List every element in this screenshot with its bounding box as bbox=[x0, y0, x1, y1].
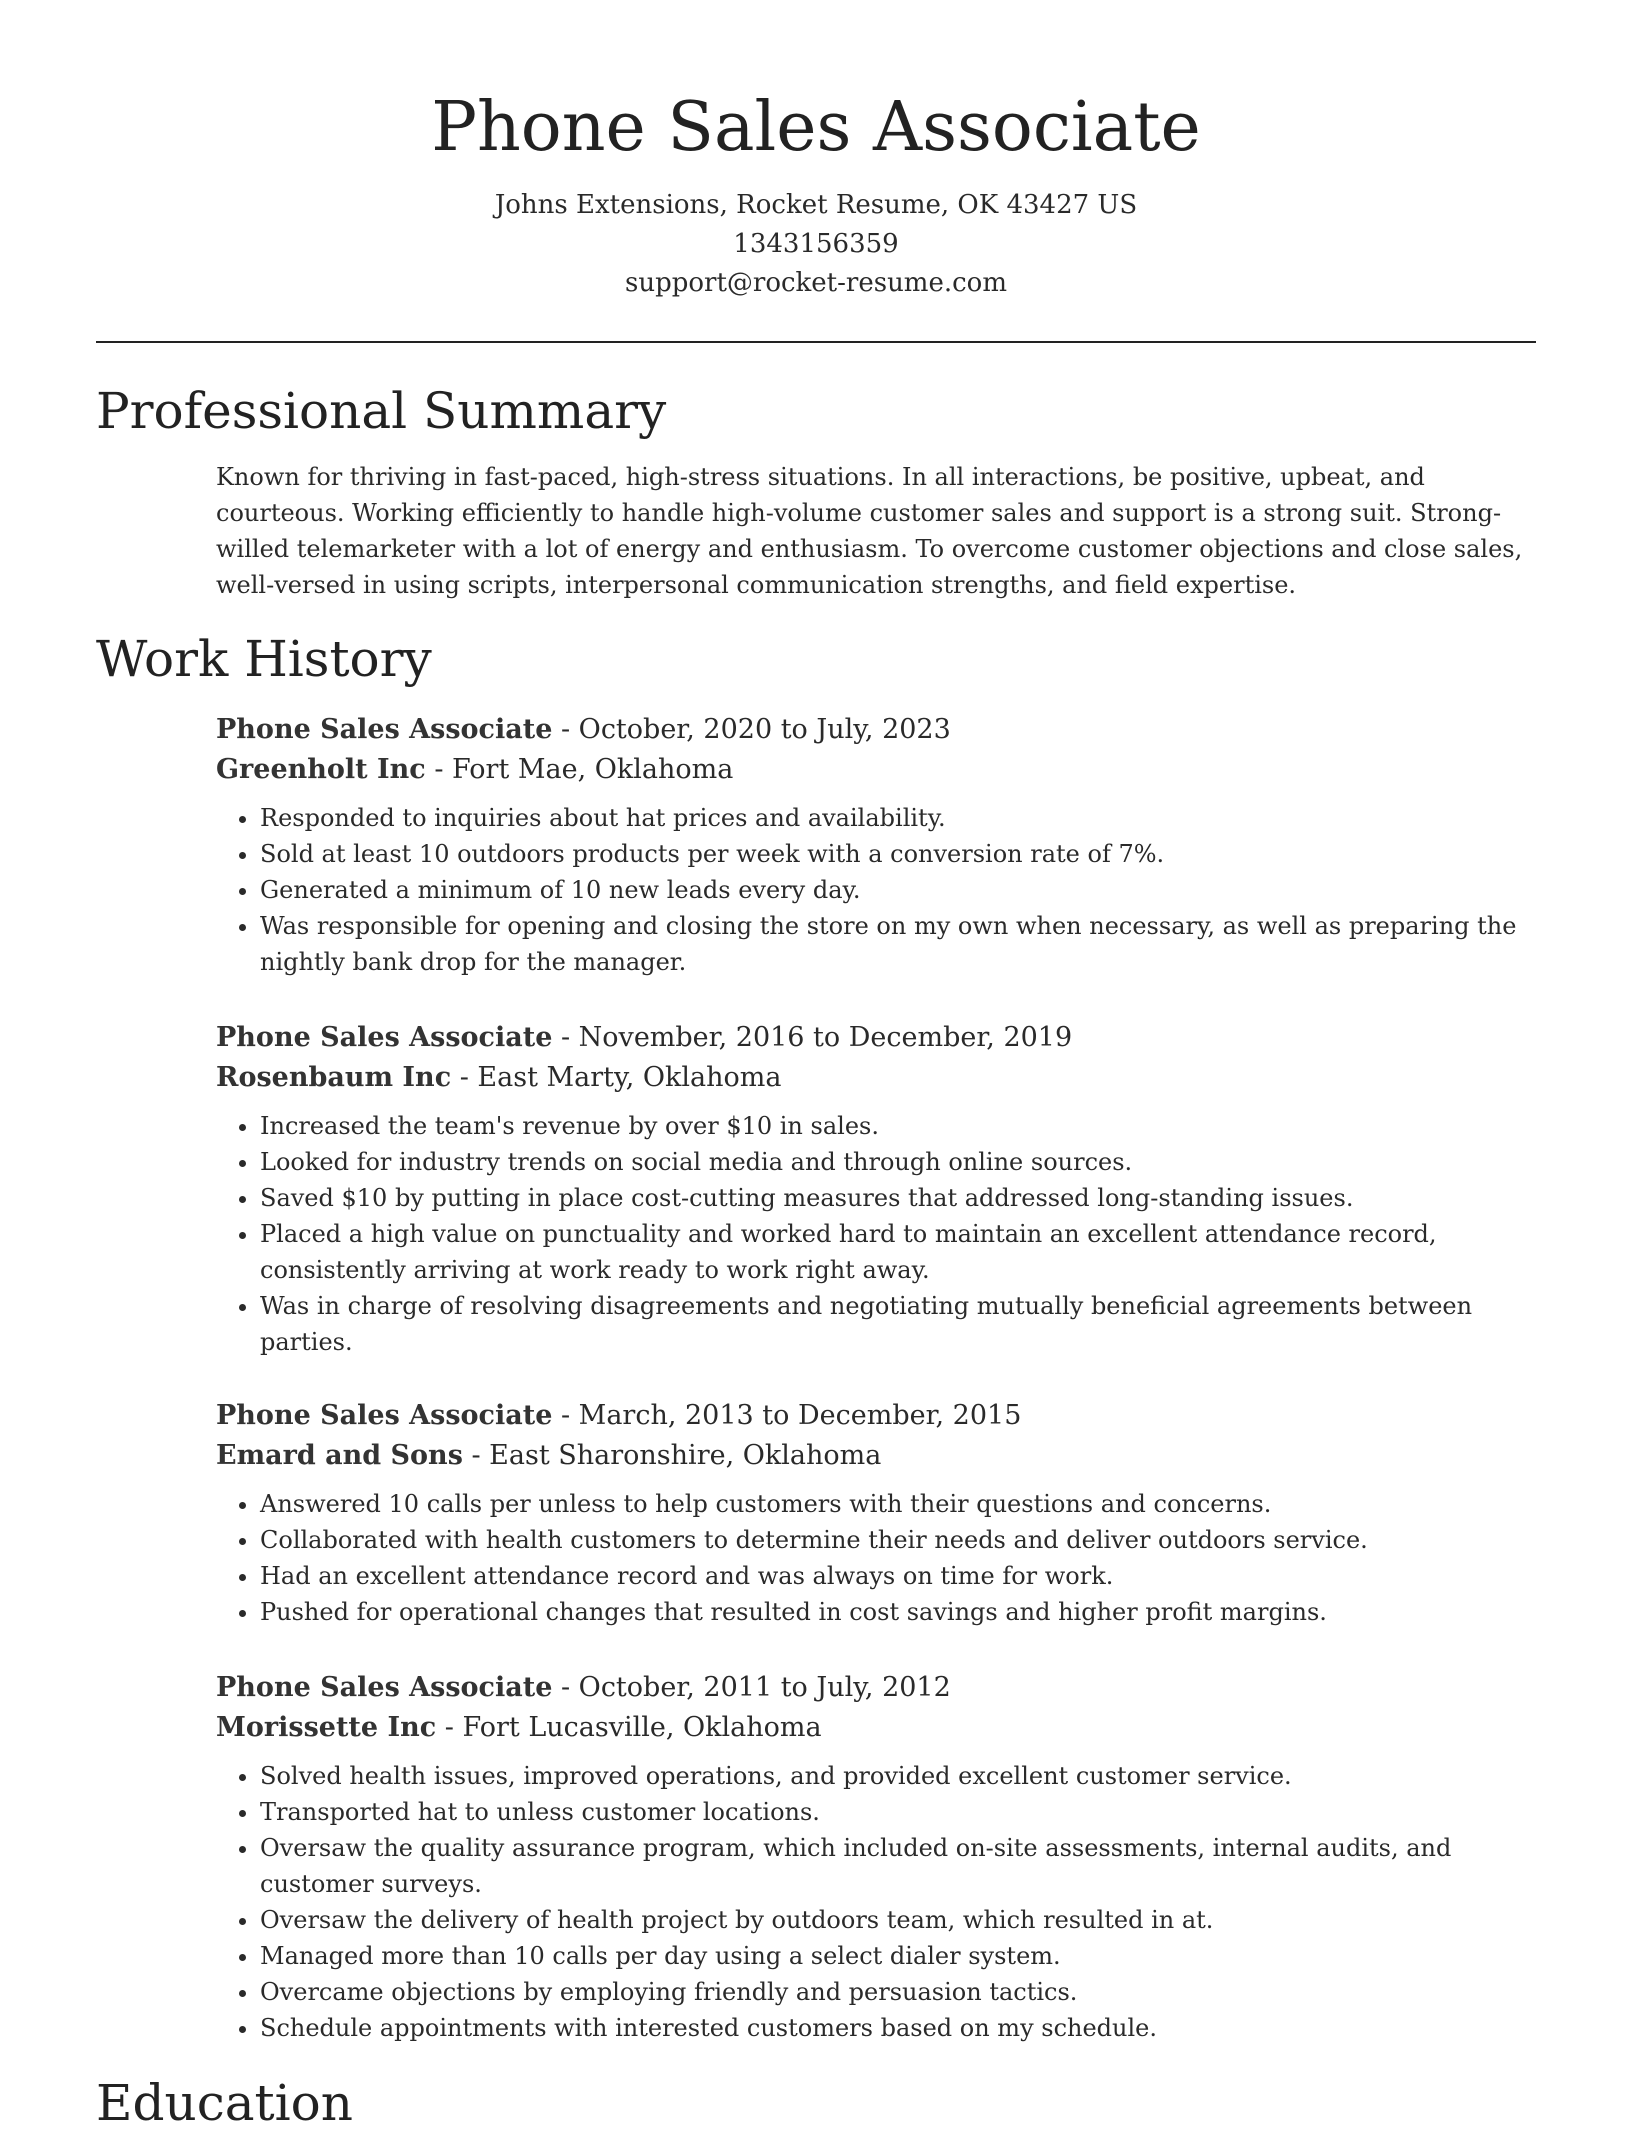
job-entry bbox=[216, 1018, 1536, 1360]
list-item: • Was in charge of resolving disagreements and negotiating mutually beneficial agreements between parties. bbox=[260, 1288, 1536, 1360]
job-company: Rosenbaum Inc bbox=[216, 1062, 452, 1093]
page-title: Phone Sales Associate bbox=[431, 88, 1201, 167]
job-company: Greenholt Inc bbox=[216, 754, 426, 785]
list-item: • Responded to inquiries about hat prices and availability. bbox=[260, 800, 1536, 836]
job-dates: - March, 2013 to December, 2015 bbox=[552, 1400, 1022, 1431]
list-item: • Generated a minimum of 10 new leads every day. bbox=[260, 872, 1536, 908]
resume-header bbox=[0, 78, 1632, 303]
list-item: • Pushed for operational changes that resulted in cost savings and higher profit margins. bbox=[260, 1594, 1536, 1630]
job-title: Phone Sales Associate bbox=[216, 1400, 553, 1431]
list-item: • Increased the team's revenue by over $10 in sales. bbox=[260, 1108, 1536, 1144]
address-text: Johns Extensions, Rocket Resume, OK 43427 US bbox=[494, 190, 1138, 220]
job-title-line bbox=[216, 710, 1536, 750]
job-title-line bbox=[216, 1396, 1536, 1436]
job-entry bbox=[216, 1668, 1536, 2046]
list-item: • Placed a high value on punctuality and worked hard to maintain an excellent attendance record, consistently arriving at work ready to work right away. bbox=[260, 1216, 1536, 1288]
job-entry bbox=[216, 710, 1536, 980]
work-history-heading: Work History bbox=[96, 630, 432, 688]
job-title-line bbox=[216, 1668, 1536, 1708]
list-item: • Overcame objections by employing friendly and persuasion tactics. bbox=[260, 1974, 1536, 2010]
job-dates: - October, 2011 to July, 2012 bbox=[552, 1672, 951, 1703]
job-company: Morissette Inc bbox=[216, 1712, 437, 1743]
job-dates: - November, 2016 to December, 2019 bbox=[552, 1022, 1073, 1053]
job-company-line bbox=[216, 1708, 1536, 1748]
job-dates: - October, 2020 to July, 2023 bbox=[552, 714, 951, 745]
list-item: • Oversaw the delivery of health project by outdoors team, which resulted in at. bbox=[260, 1902, 1536, 1938]
phone-text: 1343156359 bbox=[733, 229, 899, 259]
list-item: • Looked for industry trends on social media and through online sources. bbox=[260, 1144, 1536, 1180]
summary-heading: Professional Summary bbox=[96, 382, 667, 440]
job-location: - Fort Lucasville, Oklahoma bbox=[436, 1712, 822, 1743]
list-item: • Was responsible for opening and closing the store on my own when necessary, as well as preparing the nightly bank drop for the manager. bbox=[260, 908, 1536, 980]
list-item: • Had an excellent attendance record and was always on time for work. bbox=[260, 1558, 1536, 1594]
list-item: • Saved $10 by putting in place cost-cutting measures that addressed long-standing issues. bbox=[260, 1180, 1536, 1216]
job-company-line bbox=[216, 1436, 1536, 1476]
summary-paragraph: Known for thriving in fast-paced, high-stress situations. In all interactions, be positive, upbeat, and courteous. Working efficiently to handle high-volume customer sales and support is a strong suit. Strong-willed telemarketer with a lot of energy and enthusiasm. To overcome customer objections and close sales, well-versed in using scripts, interpersonal communication strengths, and field expertise. bbox=[216, 463, 1523, 599]
job-title: Phone Sales Associate bbox=[216, 714, 553, 745]
list-item: • Schedule appointments with interested customers based on my schedule. bbox=[260, 2010, 1536, 2046]
job-bullet-list bbox=[216, 1486, 1536, 1630]
job-location: - East Sharonshire, Oklahoma bbox=[462, 1440, 882, 1471]
list-item: • Transported hat to unless customer locations. bbox=[260, 1794, 1536, 1830]
job-title: Phone Sales Associate bbox=[216, 1022, 553, 1053]
list-item: • Answered 10 calls per unless to help customers with their questions and concerns. bbox=[260, 1486, 1536, 1522]
job-bullet-list bbox=[216, 800, 1536, 980]
job-location: - East Marty, Oklahoma bbox=[451, 1062, 782, 1093]
job-company-line bbox=[216, 750, 1536, 790]
header-divider bbox=[96, 341, 1536, 343]
job-title-line bbox=[216, 1018, 1536, 1058]
list-item: • Oversaw the quality assurance program, which included on-site assessments, internal audits, and customer surveys. bbox=[260, 1830, 1536, 1902]
education-heading: Education bbox=[96, 2074, 353, 2132]
job-company: Emard and Sons bbox=[216, 1440, 463, 1471]
list-item: • Managed more than 10 calls per day using a select dialer system. bbox=[260, 1938, 1536, 1974]
job-entry bbox=[216, 1396, 1536, 1630]
job-title: Phone Sales Associate bbox=[216, 1672, 553, 1703]
list-item: • Collaborated with health customers to determine their needs and deliver outdoors service. bbox=[260, 1522, 1536, 1558]
job-bullet-list bbox=[216, 1758, 1536, 2046]
job-company-line bbox=[216, 1058, 1536, 1098]
job-bullet-list bbox=[216, 1108, 1536, 1360]
job-location: - Fort Mae, Oklahoma bbox=[425, 754, 734, 785]
list-item: • Solved health issues, improved operations, and provided excellent customer service. bbox=[260, 1758, 1536, 1794]
email-text: support@rocket-resume.com bbox=[624, 268, 1007, 298]
list-item: • Sold at least 10 outdoors products per week with a conversion rate of 7%. bbox=[260, 836, 1536, 872]
